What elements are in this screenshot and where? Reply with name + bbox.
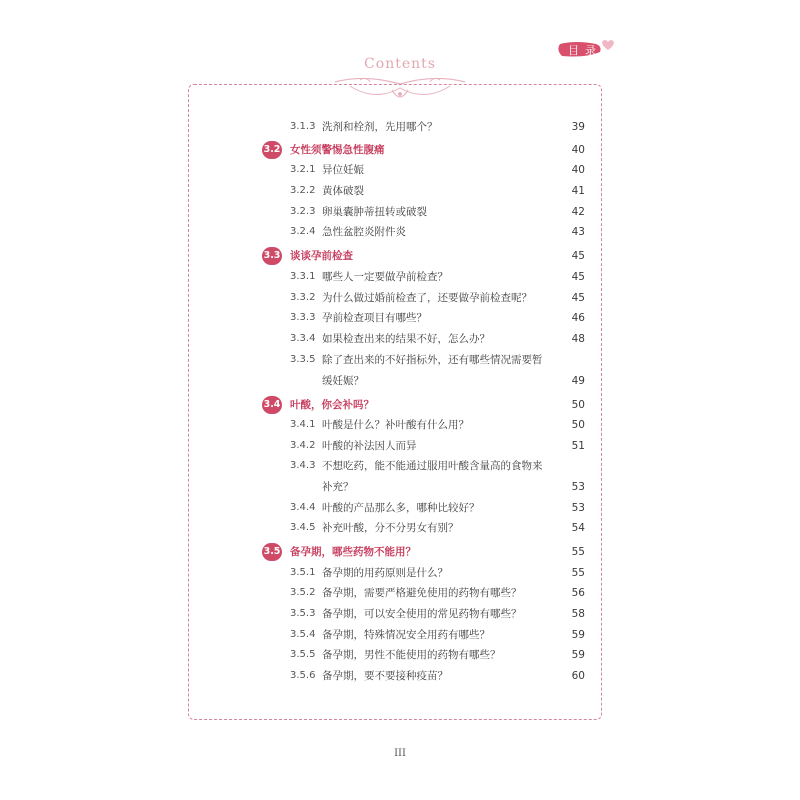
entry-title: 补充叶酸，分不分男女有别？ — [322, 522, 459, 534]
page-number: 50 — [571, 399, 585, 411]
entry-title: 备孕期，需要严格避免使用的药物有哪些？ — [322, 587, 522, 599]
entry-title: 黄体破裂 — [322, 185, 364, 197]
entry-title: 备孕期的用药原则是什么？ — [322, 567, 448, 579]
page-number: 39 — [571, 121, 585, 133]
section-number-badge: 3.3 — [262, 247, 282, 265]
entry-title: 急性盆腔炎附件炎 — [322, 226, 406, 238]
entry-number: 3.2.1 — [290, 164, 316, 175]
page-number: 45 — [571, 292, 585, 304]
entry-title: 缓妊娠？ — [322, 375, 364, 387]
entry-title: 哪些人一定要做孕前检查？ — [322, 271, 448, 283]
entry-number: 3.5.4 — [290, 629, 316, 640]
entry-title: 异位妊娠 — [322, 164, 364, 176]
entry-number: 3.5.3 — [290, 608, 316, 619]
page-number: 59 — [571, 629, 585, 641]
entry-title: 备孕期，男性不能使用的药物有哪些？ — [322, 649, 501, 661]
page-number: 42 — [571, 206, 585, 218]
section-number-badge: 3.2 — [262, 141, 282, 159]
page-number: 55 — [571, 546, 585, 558]
contents-title: Contents — [364, 56, 436, 72]
entry-number: 3.4.2 — [290, 440, 316, 451]
entry-title: 叶酸的产品那么多，哪种比较好？ — [322, 502, 480, 514]
page-number: 59 — [571, 649, 585, 661]
entry-title: 为什么做过婚前检查了，还要做孕前检查呢？ — [322, 292, 532, 304]
entry-number: 3.3.1 — [290, 271, 316, 282]
section-title: 谈谈孕前检查 — [290, 250, 353, 262]
section-title: 备孕期，哪些药物不能用？ — [290, 546, 416, 558]
page-number: 41 — [571, 185, 585, 197]
entry-number: 3.2.3 — [290, 206, 316, 217]
page-number: 53 — [571, 481, 585, 493]
page-number: 51 — [571, 440, 585, 452]
page-folio: III — [394, 748, 406, 759]
entry-title: 卵巢囊肿蒂扭转或破裂 — [322, 206, 427, 218]
entry-title: 备孕期，要不要接种疫苗？ — [322, 670, 448, 682]
chapter-tag — [556, 38, 616, 62]
section-number-badge: 3.5 — [262, 543, 282, 561]
page-number: 40 — [571, 144, 585, 156]
entry-title: 除了查出来的不好指标外，还有哪些情况需要暂 — [322, 354, 543, 366]
entry-number: 3.3.5 — [290, 354, 316, 365]
page-number: 60 — [571, 670, 585, 682]
entry-title: 补充？ — [322, 481, 354, 493]
entry-title: 如果检查出来的结果不好，怎么办？ — [322, 333, 490, 345]
page-number: 45 — [571, 250, 585, 262]
entry-number: 3.4.5 — [290, 522, 316, 533]
entry-title: 孕前检查项目有哪些？ — [322, 312, 427, 324]
page-number: 46 — [571, 312, 585, 324]
page-number: 49 — [571, 375, 585, 387]
entry-number: 3.3.4 — [290, 333, 316, 344]
page-number: 40 — [571, 164, 585, 176]
page-number: 43 — [571, 226, 585, 238]
entry-number: 3.3.3 — [290, 312, 316, 323]
entry-number: 3.2.2 — [290, 185, 316, 196]
page-number: 53 — [571, 502, 585, 514]
entry-title: 备孕期，特殊情况安全用药有哪些？ — [322, 629, 490, 641]
entry-number: 3.5.5 — [290, 649, 316, 660]
page-number: 50 — [571, 419, 585, 431]
chapter-tag-label: 目录 — [568, 44, 602, 57]
entry-number: 3.4.3 — [290, 460, 316, 471]
entry-title: 叶酸是什么？补叶酸有什么用？ — [322, 419, 469, 431]
entry-number: 3.3.2 — [290, 292, 316, 303]
entry-number: 3.2.4 — [290, 226, 316, 237]
entry-title: 备孕期，可以安全使用的常见药物有哪些？ — [322, 608, 522, 620]
page-number: 54 — [571, 522, 585, 534]
entry-number: 3.5.2 — [290, 587, 316, 598]
entry-number: 3.4.1 — [290, 419, 316, 430]
entry-number: 3.5.1 — [290, 567, 316, 578]
entry-title: 叶酸的补法因人而异 — [322, 440, 417, 452]
entry-title: 不想吃药，能不能通过服用叶酸含量高的食物来 — [322, 460, 543, 472]
page-number: 48 — [571, 333, 585, 345]
entry-number: 3.5.6 — [290, 670, 316, 681]
entry-number: 3.1.3 — [290, 121, 316, 132]
section-title: 女性须警惕急性腹痛 — [290, 144, 385, 156]
page-number: 45 — [571, 271, 585, 283]
page-number: 56 — [571, 587, 585, 599]
entry-title: 洗剂和栓剂，先用哪个？ — [322, 121, 438, 133]
page-number: 55 — [571, 567, 585, 579]
page-number: 58 — [571, 608, 585, 620]
section-number-badge: 3.4 — [262, 396, 282, 414]
section-title: 叶酸，你会补吗？ — [290, 399, 374, 411]
entry-number: 3.4.4 — [290, 502, 316, 513]
toc-frame — [188, 84, 602, 720]
